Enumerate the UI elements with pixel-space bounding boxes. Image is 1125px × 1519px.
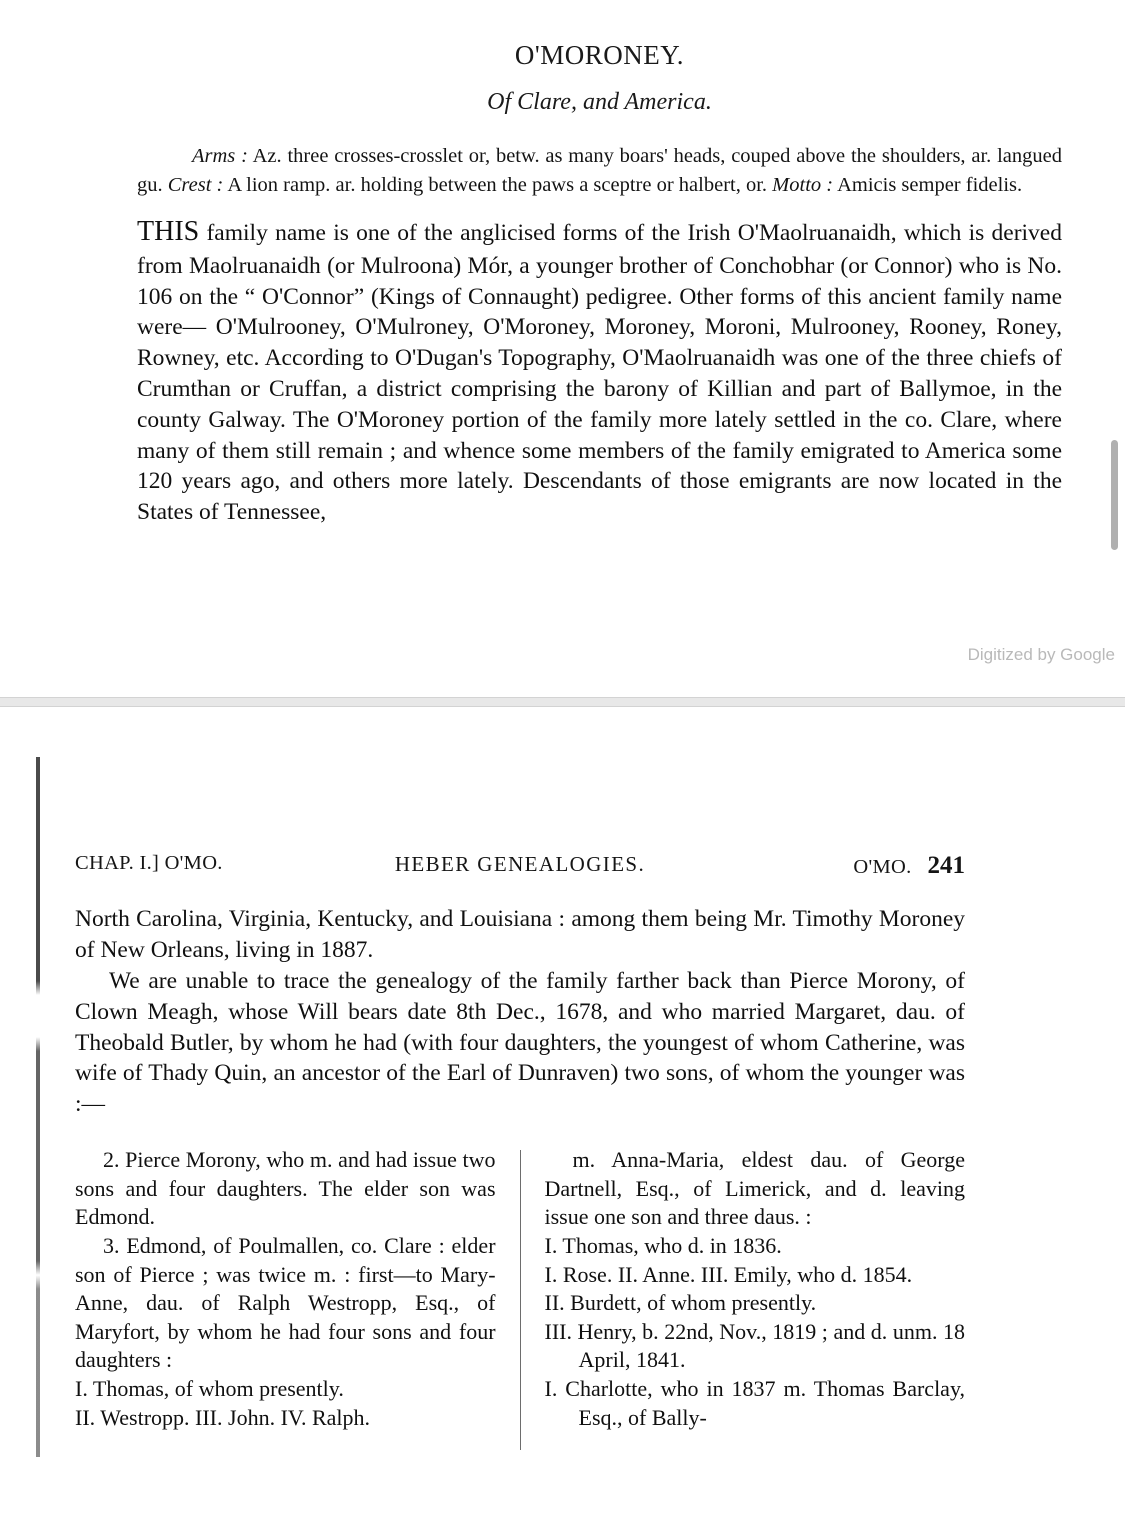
- page-bottom-content: [75, 707, 965, 1450]
- page-subtitle: Of Clare, and America.: [487, 89, 712, 115]
- paragraph-body: family name is one of the anglicised forms of the Irish O'Maolruanaidh, which is derived from Maolruanaidh (or Mulroona) Mór, a younger brother of Conchobhar (or Connor) who is No. 106 on the “ O'Connor” (Kings of Connaught) pedigree. Other forms of this ancient family name were— O'Mulrooney, O'Mulroney, O'Moroney, Moroney, Moroni, Mulrooney, Rooney, Roney, Rowney, etc. According to O'Dugan's Topography, O'Maolruanaidh was one of the three chiefs of Crumthan or Cruffan, a district comprising the barony of Killian and part of Ballymoe, in the county Galway. The O'Moroney portion of the family more lately settled in the co. Clare, where many of them still remain ; and whence some members of the family emigrated to America some 120 years ago, and others more lately. Descendants of those emigrants are now located in the States of Tennessee,: [137, 220, 1062, 526]
- running-head-right-label: O'MO.: [853, 856, 912, 878]
- crest-label: Crest :: [167, 174, 224, 197]
- paragraph-2: We are unable to trace the genealogy of the family farther back than Pierce Morony, of Clown Meagh, whose Will bears date 8th Dec., 1678, and who married Margaret, dau. of Theobald Butler, by whom he had (with four daughters, the youngest of whom Catherine, was wife of Thady Quin, an ancestor of the Earl of Dunraven) two sons, of whom the younger was :—: [75, 967, 965, 1118]
- digitized-note: Digitized by Google: [967, 645, 1115, 664]
- running-head-right: [853, 852, 965, 880]
- scrollbar-thumb[interactable]: [1111, 440, 1118, 550]
- heraldry-block: [137, 142, 1062, 200]
- document-page-bottom: [0, 706, 1125, 1519]
- paragraph-1: North Carolina, Virginia, Kentucky, and Louisiana : among them being Mr. Timothy Moroney of New Orleans, living in 1887.: [75, 906, 965, 963]
- left-entry-4: II. Westropp. III. John. IV. Ralph.: [75, 1404, 370, 1430]
- left-entry-2: 3. Edmond, of Poulmallen, co. Clare : elder son of Pierce ; was twice m. : first—to Mary-Anne, dau. of Ralph Westropp, Esq., of Maryfort, by whom he had four sons and four daughters :: [75, 1233, 496, 1373]
- arms-label: Arms :: [192, 145, 248, 167]
- page-bottom-paragraphs: [75, 904, 965, 1120]
- running-head-left: CHAP. I.] O'MO.: [75, 852, 223, 874]
- column-right: [535, 1146, 966, 1450]
- column-left: [75, 1146, 520, 1450]
- scan-edge-artifact: [36, 757, 40, 1457]
- arms-text: Az. three crosses-crosslet or, betw. as many boars' heads, couped above the shoulders, ar. langued gu.: [137, 145, 1062, 197]
- left-entry-3: I. Thomas, of whom presently.: [75, 1375, 344, 1401]
- motto-text: Amicis semper fidelis.: [833, 174, 1023, 197]
- right-entry-4: II. Burdett, of whom presently.: [544, 1290, 817, 1316]
- right-entry-2: I. Thomas, who d. in 1836.: [544, 1233, 782, 1259]
- page-title: O'MORONEY.: [514, 40, 685, 70]
- page-number: 241: [927, 852, 965, 879]
- right-entry-6: I. Charlotte, who in 1837 m. Thomas Barclay, Esq., of Bally-: [544, 1375, 966, 1430]
- right-entry-1: m. Anna-Maria, eldest dau. of George Dartnell, Esq., of Limerick, and d. leaving issue one son and three daus. :: [544, 1147, 966, 1230]
- left-entry-1: 2. Pierce Morony, who m. and had issue two sons and four daughters. The elder son was Edmond.: [75, 1147, 496, 1230]
- running-head-center: HEBER GENEALOGIES.: [394, 852, 646, 876]
- motto-label: Motto :: [772, 174, 834, 197]
- paragraph-lead: THIS: [137, 216, 200, 248]
- crest-text: A lion ramp. ar. holding between the paws a sceptre or halbert, or.: [223, 174, 768, 197]
- page-top-content: [137, 0, 1062, 528]
- right-entry-5: III. Henry, b. 22nd, Nov., 1819 ; and d. unm. 18 April, 1841.: [544, 1318, 966, 1373]
- two-column-section: [75, 1146, 965, 1450]
- running-head: [75, 852, 965, 882]
- document-page-top: [0, 0, 1125, 698]
- right-entry-3: I. Rose. II. Anne. III. Emily, who d. 1854.: [544, 1261, 913, 1287]
- page-top-paragraph: [137, 214, 1062, 528]
- column-divider: [520, 1150, 521, 1450]
